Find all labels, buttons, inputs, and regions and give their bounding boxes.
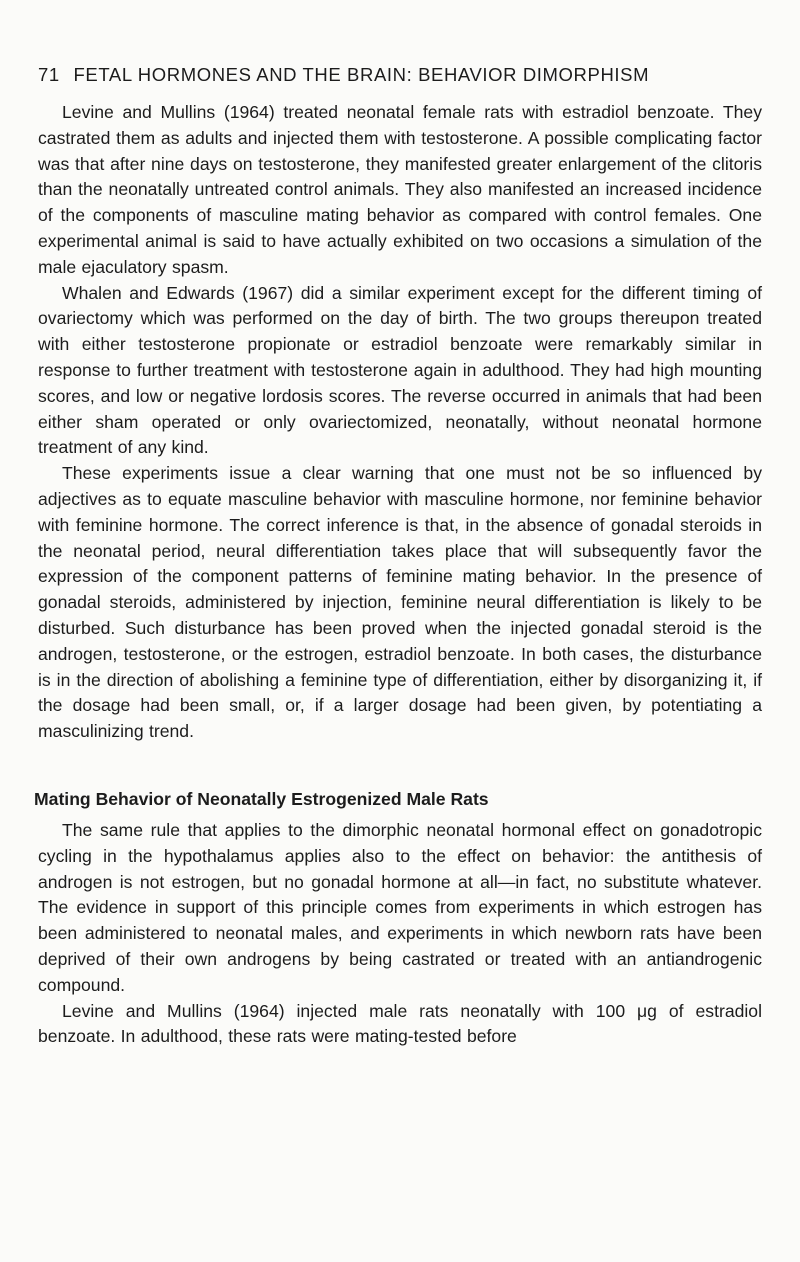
book-page xyxy=(34,64,762,1050)
chapter-title: FETAL HORMONES AND THE BRAIN: BEHAVIOR DIMORPHISM xyxy=(73,64,650,85)
section-heading: Mating Behavior of Neonatally Estrogenized Male Rats xyxy=(34,788,489,809)
paragraph: Levine and Mullins (1964) treated neonatal female rats with estradiol benzoate. They castrated them as adults and injected them with testosterone. A possible complicating factor was that after nine days on testosterone, they manifested greater enlargement of the clitoris than the neonatally untreated control animals. They also manifested an increased incidence of the components of masculine mating behavior as compared with control females. One experimental animal is said to have actually exhibited on two occasions a simulation of the male ejaculatory spasm. xyxy=(38,102,762,277)
running-head xyxy=(38,64,762,86)
paragraph: Whalen and Edwards (1967) did a similar experiment except for the different timing of ovariectomy which was performed on the day of birth. The two groups thereupon treated with either testosterone propionate or estradiol benzoate were remarkably similar in response to further treatment with testosterone again in adulthood. They had high mounting scores, and low or negative lordosis scores. The reverse occurred in animals that had been either sham operated or only ovariectomized, neonatally, without neonatal hormone treatment of any kind. xyxy=(38,282,762,458)
paragraph: Levine and Mullins (1964) injected male rats neonatally with 100 μg of estradiol benzoate. In adulthood, these rats were mating-tested before xyxy=(38,1000,762,1047)
paragraph: The same rule that applies to the dimorphic neonatal hormonal effect on gonadotropic cycling in the hypothalamus applies also to the effect on behavior: the antithesis of androgen is not estrogen, but no gonadal hormone at all—in fact, no substitute whatever. The evidence in support of this principle comes from experiments in which estrogen has been administered to neonatal males, and experiments in which newborn rats have been deprived of their own androgens by being castrated or treated with an antiandrogenic compound. xyxy=(38,819,762,995)
paragraph: These experiments issue a clear warning that one must not be so influenced by adjectives as to equate masculine behavior with masculine hormone, nor feminine behavior with feminine hormone. The correct inference is that, in the absence of gonadal steroids in the neonatal period, neural differentiation takes place that will subsequently favor the expression of the component patterns of feminine mating behavior. In the presence of gonadal steroids, administered by injection, feminine neural differentiation is likely to be disturbed. Such disturbance has been proved when the injected gonadal steroid is the androgen, testosterone, or the estrogen, estradiol benzoate. In both cases, the disturbance is in the direction of abolishing a feminine type of differentiation, either by disorganizing it, if the dosage had been small, or, if a larger dosage had been given, by potentiating a masculinizing trend. xyxy=(38,463,762,742)
page-number: 71 xyxy=(38,64,60,85)
body-text xyxy=(34,100,762,1050)
